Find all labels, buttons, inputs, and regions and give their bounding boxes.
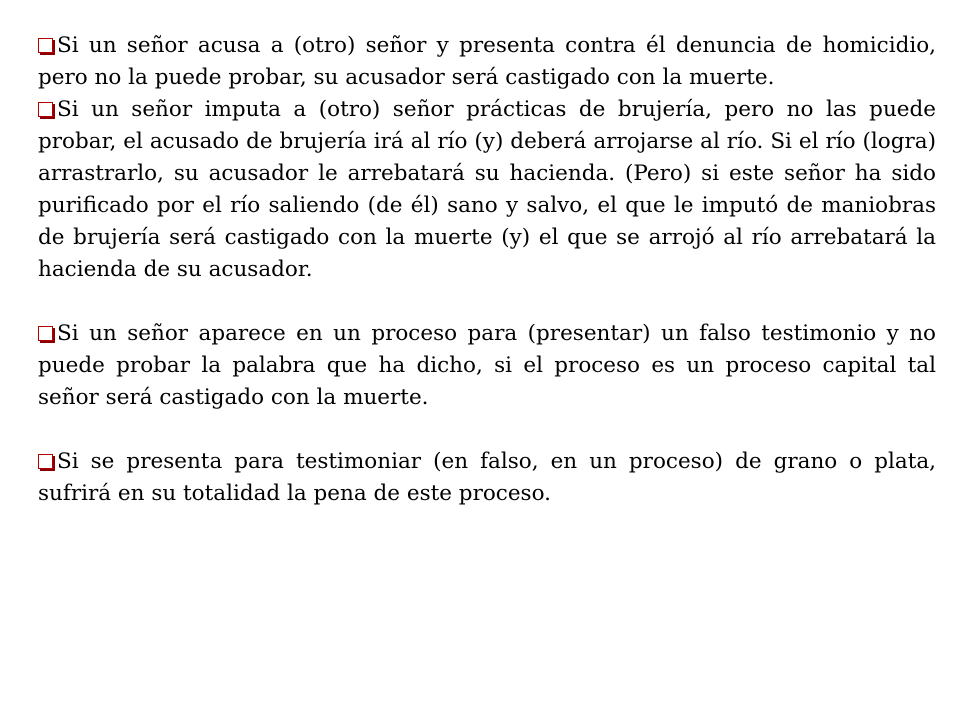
- square-bullet-icon: [38, 102, 53, 117]
- paragraph-text: Si un señor imputa a (otro) señor prácticas de brujería, pero no las puede probar, el acusado de brujería irá al río (y) deberá arrojarse al río. Si el río (logra) arrastrarlo, su acusador le arrebatará su hacienda. (Pero) si este señor ha sido purificado por el río saliendo (de él) sano y salvo, el que le imputó de maniobras de brujería será castigado con la muerte (y) el que se arrojó al río arrebatará la hacienda de su acusador.: [38, 97, 936, 282]
- paragraph-text: Si un señor acusa a (otro) señor y presenta contra él denuncia de homicidio, pero no la puede probar, su acusador será castigado con la muerte.: [38, 33, 936, 90]
- law-paragraph-1: [38, 30, 936, 94]
- paragraph-text: Si un señor aparece en un proceso para (presentar) un falso testimonio y no puede probar la palabra que ha dicho, si el proceso es un proceso capital tal señor será castigado con la muerte.: [38, 321, 936, 410]
- paragraph-text: Si se presenta para testimoniar (en falso, en un proceso) de grano o plata, sufrirá en su totalidad la pena de este proceso.: [38, 449, 936, 506]
- square-bullet-icon: [38, 38, 53, 53]
- square-bullet-icon: [38, 454, 53, 469]
- slide-body: [38, 30, 936, 510]
- square-bullet-icon: [38, 326, 53, 341]
- law-paragraph-4: [38, 446, 936, 510]
- law-paragraph-3: [38, 318, 936, 414]
- law-paragraph-2: [38, 94, 936, 286]
